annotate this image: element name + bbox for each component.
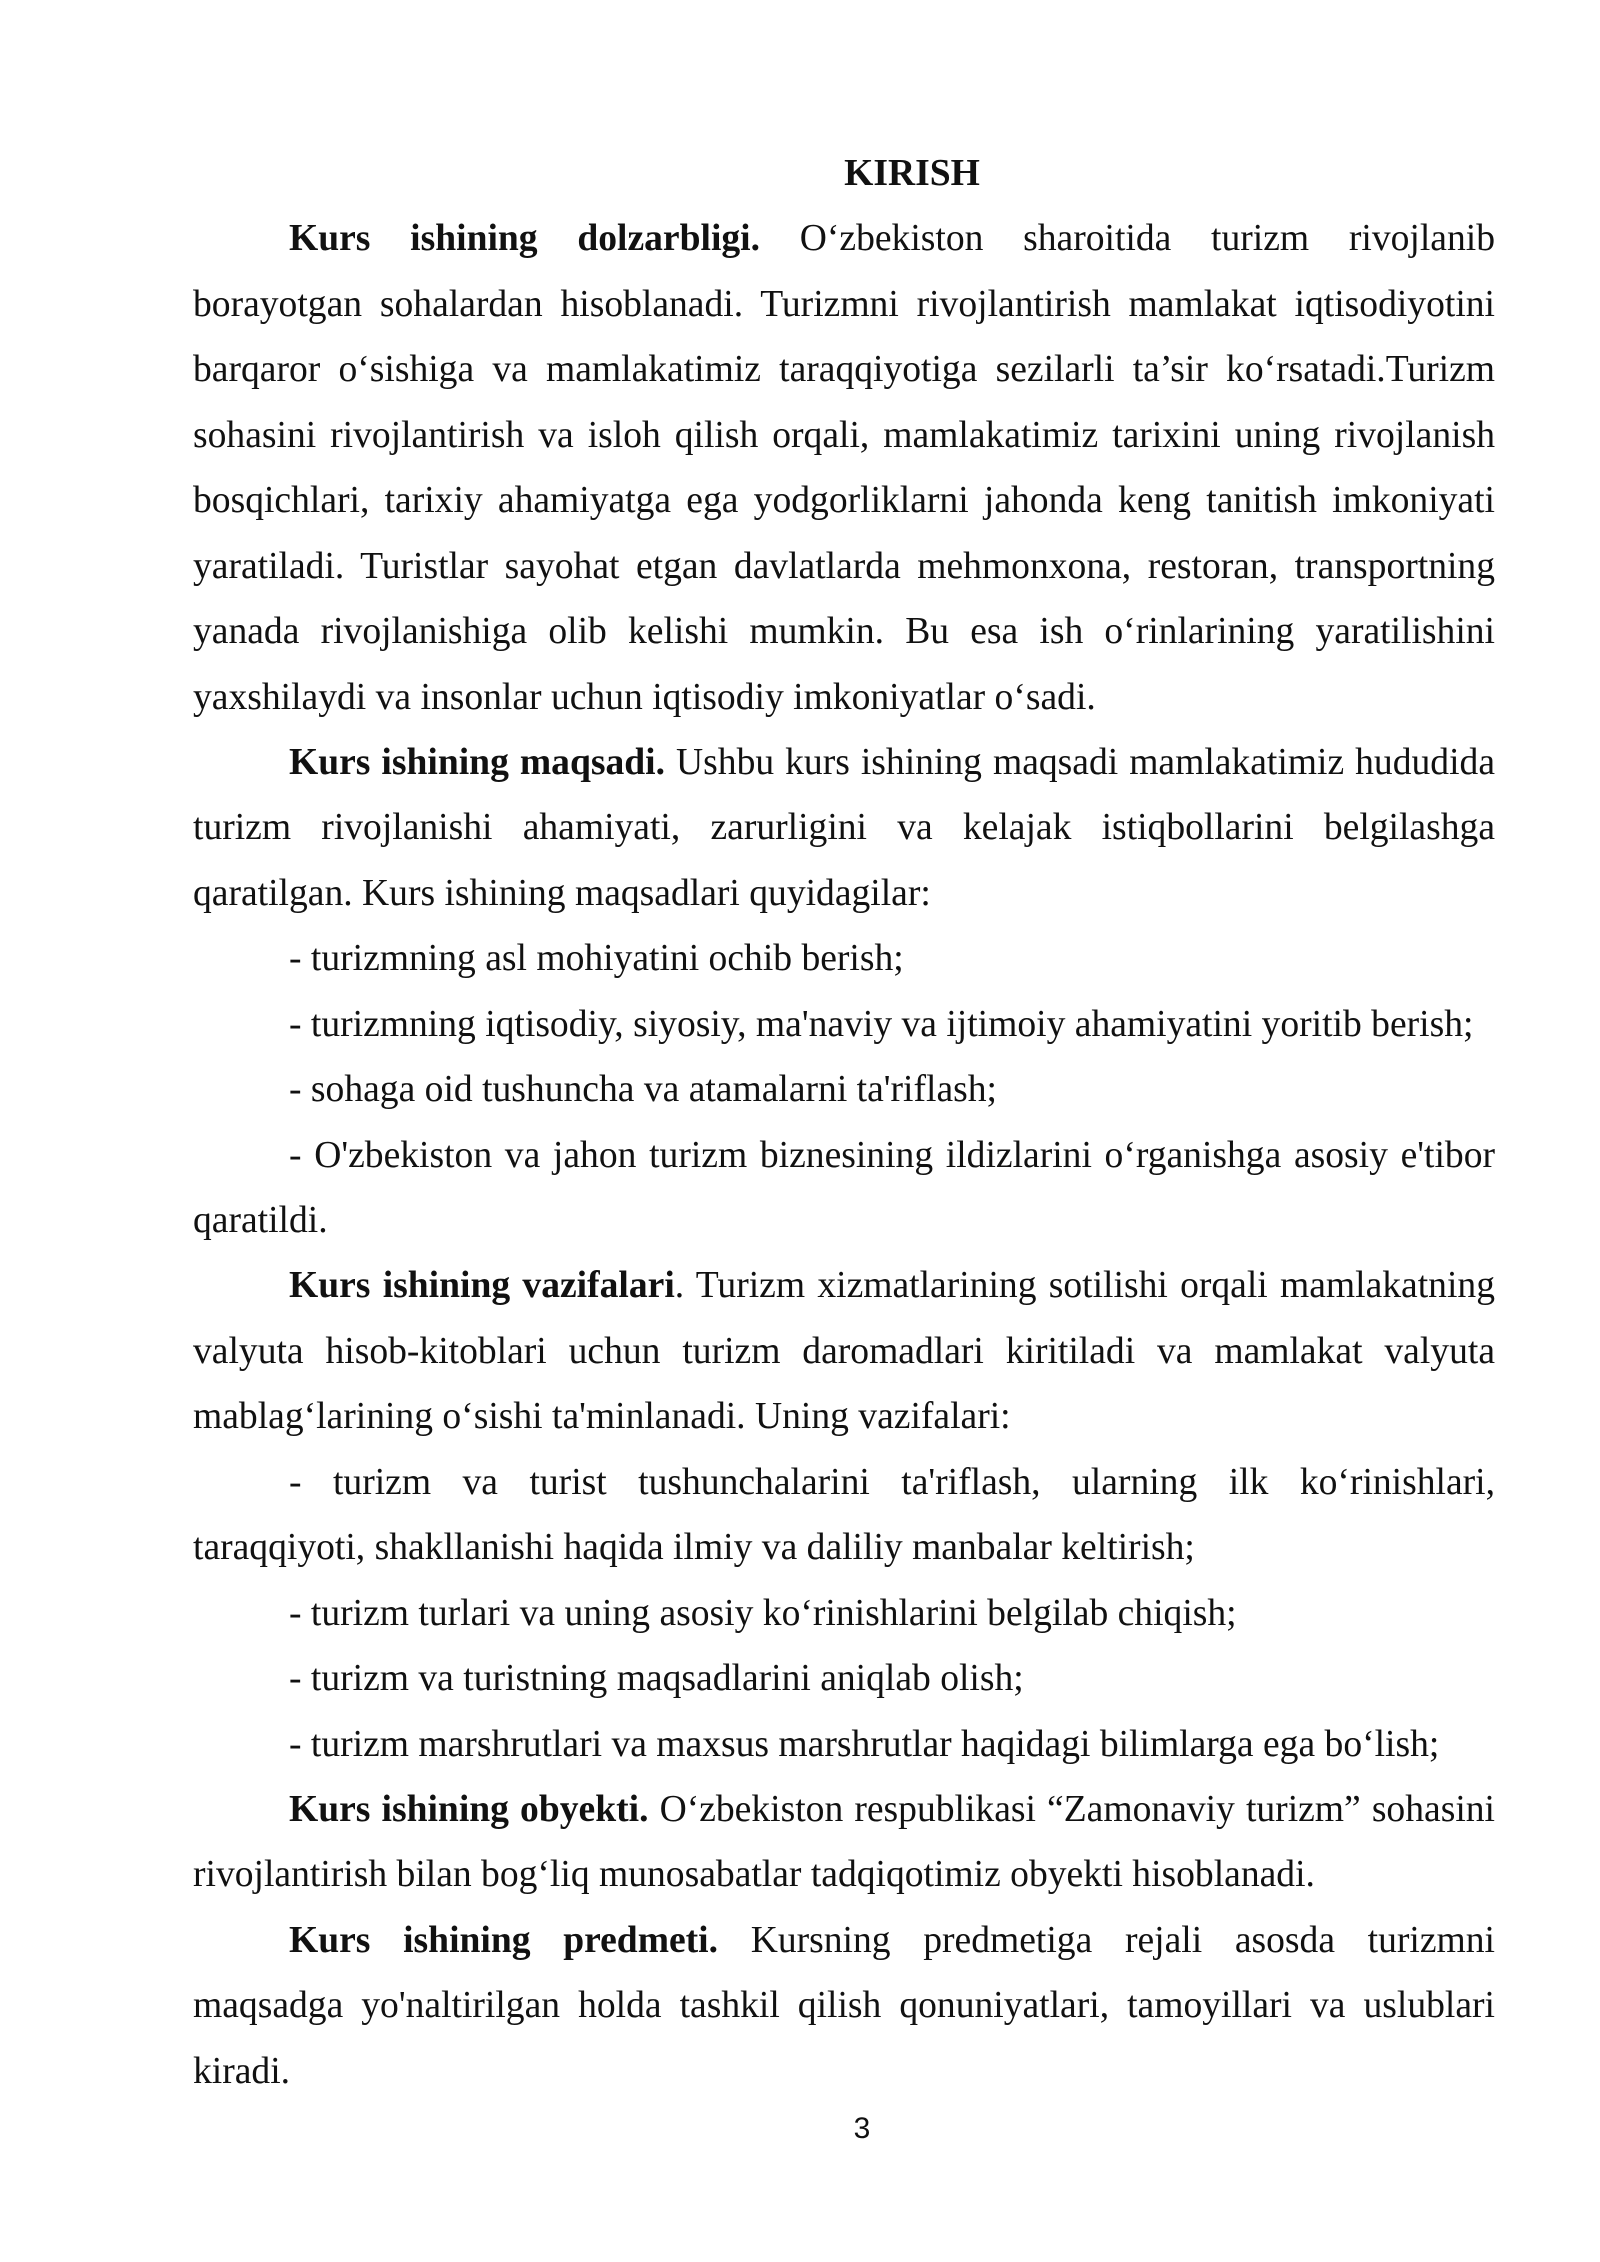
- list-item: [193, 1646, 1495, 1711]
- text-line: [193, 206, 1495, 271]
- list-item: [193, 926, 1495, 991]
- text-line: [193, 1253, 1495, 1318]
- list-item: [193, 1581, 1495, 1646]
- text-run: O‘zbekiston respublikasi “Zamonaviy turizm” sohasini: [648, 1788, 1495, 1830]
- page-content: [193, 141, 1495, 2104]
- list-maqsadlar: [193, 926, 1495, 1253]
- list-vazifalar: [193, 1450, 1495, 1777]
- list-item: [193, 992, 1495, 1057]
- text-line: borayotgan sohalardan hisoblanadi. Turizmni rivojlantirish mamlakat iqtisodiyotini: [193, 283, 1495, 325]
- list-item: [193, 1712, 1495, 1777]
- text-line: - turizm marshrutlari va maxsus marshrutlar haqidagi bilimlarga ega bo‘lish;: [289, 1723, 1440, 1765]
- text-line: bosqichlari, tarixiy ahamiyatga ega yodgorliklarni jahonda keng tanitish imkoniyati: [193, 480, 1495, 522]
- page-number: 3: [853, 2112, 871, 2145]
- paragraph-obyekti: [193, 1777, 1495, 1908]
- paragraph-maqsadi: [193, 730, 1495, 926]
- text-line: - turizmning iqtisodiy, siyosiy, ma'naviy va ijtimoiy ahamiyatini yoritib berish;: [289, 1003, 1474, 1045]
- text-line: [193, 1908, 1495, 1973]
- paragraph-dolzarbligi: [193, 206, 1495, 730]
- text-line: valyuta hisob-kitoblari uchun turizm daromadlari kiritiladi va mamlakat valyuta: [193, 1330, 1495, 1372]
- text-line: kiradi.: [193, 2050, 291, 2092]
- list-item: [193, 1123, 1495, 1254]
- section-heading: Kurs ishining dolzarbligi.: [289, 218, 761, 260]
- text-line: - turizmning asl mohiyatini ochib berish;: [289, 938, 904, 980]
- text-line: yanada rivojlanishiga olib kelishi mumkin. Bu esa ish o‘rinlarining yaratilishini: [193, 611, 1495, 653]
- text-line: sohasini rivojlantirish va isloh qilish orqali, mamlakatimiz tarixini uning rivojlanish: [193, 414, 1495, 456]
- text-line: yaratiladi. Turistlar sayohat etgan davlatlarda mehmonxona, restoran, transportning: [193, 545, 1495, 587]
- text-run: Ushbu kurs ishining maqsadi mamlakatimiz hududida: [665, 741, 1496, 783]
- text-line: - turizm va turist tushunchalarini ta'riflash, ularning ilk ko‘rinishlari,: [289, 1461, 1495, 1503]
- text-run: . Turizm xizmatlarining sotilishi orqali mamlakatning: [674, 1265, 1495, 1307]
- section-heading: Kurs ishining obyekti.: [289, 1788, 649, 1830]
- text-line: taraqqiyoti, shakllanishi haqida ilmiy va daliliy manbalar keltirish;: [193, 1527, 1195, 1569]
- paragraph-predmeti: [193, 1908, 1495, 2104]
- text-line: - sohaga oid tushuncha va atamalarni ta'riflash;: [289, 1069, 997, 1111]
- text-line: - turizm va turistning maqsadlarini aniqlab olish;: [289, 1658, 1024, 1700]
- text-run: O‘zbekiston sharoitida turizm rivojlanib: [760, 218, 1495, 260]
- list-item: [193, 1057, 1495, 1122]
- text-line: turizm rivojlanishi ahamiyati, zarurligini va kelajak istiqbollarini belgilashga: [193, 807, 1495, 849]
- text-line: qaratildi.: [193, 1200, 328, 1241]
- list-item: [193, 1450, 1495, 1581]
- section-heading: Kurs ishining predmeti.: [289, 1919, 719, 1961]
- text-line: maqsadga yo'naltirilgan holda tashkil qilish qonuniyatlari, tamoyillari va uslublari: [193, 1985, 1495, 2027]
- section-heading: Kurs ishining vazifalari: [289, 1265, 675, 1307]
- text-line: yaxshilaydi va insonlar uchun iqtisodiy imkoniyatlar o‘sadi.: [193, 676, 1096, 718]
- section-heading: Kurs ishining maqsadi.: [289, 741, 666, 783]
- text-line: barqaror o‘sishiga va mamlakatimiz taraqqiyotiga sezilarli ta’sir ko‘rsatadi.Turizm: [193, 349, 1495, 391]
- text-run: Kursning predmetiga rejali asosda turizmni: [718, 1919, 1495, 1961]
- text-line: - turizm turlari va uning asosiy ko‘rinishlarini belgilab chiqish;: [289, 1592, 1237, 1634]
- text-line: [193, 730, 1495, 795]
- page-title: KIRISH: [844, 153, 980, 194]
- text-line: mablag‘larining o‘sishi ta'minlanadi. Uning vazifalari:: [193, 1396, 1011, 1438]
- text-line: [193, 1777, 1495, 1842]
- text-line: rivojlantirish bilan bog‘liq munosabatlar tadqiqotimiz obyekti hisoblanadi.: [193, 1854, 1315, 1896]
- text-line: qaratilgan. Kurs ishining maqsadlari quyidagilar:: [193, 872, 931, 914]
- paragraph-vazifalari: [193, 1253, 1495, 1449]
- text-line: - O'zbekiston va jahon turizm biznesining ildizlarini o‘rganishga asosiy e'tibor: [289, 1134, 1495, 1176]
